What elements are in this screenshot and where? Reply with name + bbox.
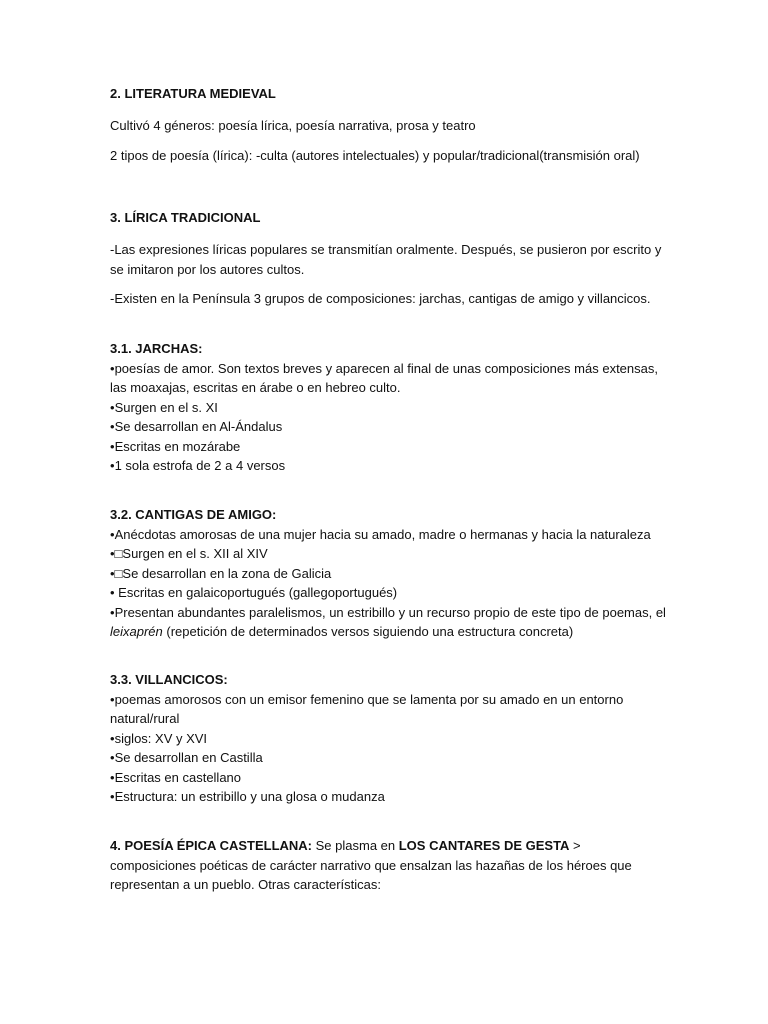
list-item: • poemas amorosos con un emisor femenino que se lamenta por su amado en un entorno natural/rural	[110, 690, 670, 729]
list-item: • 1 sola estrofa de 2 a 4 versos	[110, 456, 670, 476]
list-item: • Anécdotas amorosas de una mujer hacia su amado, madre o hermanas y hacia la naturaleza	[110, 525, 670, 545]
leixapren-text-post: (repetición de determinados versos siguiendo una estructura concreta)	[162, 624, 574, 639]
list-item: • Escritas en mozárabe	[110, 437, 670, 457]
epica-text-1: Se plasma en	[312, 838, 399, 853]
paragraph-generos: Cultivó 4 géneros: poesía lírica, poesía narrativa, prosa y teatro	[110, 118, 476, 133]
paragraph-poesia-epica	[110, 836, 670, 895]
leixapren-text-pre: Presentan abundantes paralelismos, un estribillo y un recurso propio de este tipo de poemas, el	[114, 604, 666, 620]
heading-lirica-tradicional: 3. LÍRICA TRADICIONAL	[110, 210, 261, 225]
list-item-leixapren	[110, 603, 670, 642]
paragraph-grupos-composiciones: -Existen en la Península 3 grupos de composiciones: jarchas, cantigas de amigo y villancicos.	[110, 291, 651, 306]
list-item: • siglos: XV y XVI	[110, 729, 670, 749]
heading-cantigas-de-amigo: 3.2. CANTIGAS DE AMIGO:	[110, 507, 277, 522]
list-item: • Se desarrollan en Al-Ándalus	[110, 417, 670, 437]
list-item: • Escritas en galaicoportugués (gallegoportugués)	[110, 583, 670, 603]
paragraph-expresiones-liricas: -Las expresiones líricas populares se transmitían oralmente. Después, se pusieron por escrito y se imitaron por los autores cultos.	[110, 242, 662, 277]
heading-villancicos: 3.3. VILLANCICOS:	[110, 672, 228, 687]
heading-jarchas: 3.1. JARCHAS:	[110, 341, 203, 356]
list-item: •□ Surgen en el s. XII al XIV	[110, 544, 670, 564]
list-item: • Escritas en castellano	[110, 768, 670, 788]
section-cantigas-de-amigo	[110, 505, 670, 642]
list-item: • poesías de amor. Son textos breves y aparecen al final de unas composiciones más extensas, las moaxajas, escritas en árabe o en hebreo culto.	[110, 359, 670, 398]
list-item: •□ Se desarrollan en la zona de Galicia	[110, 564, 670, 584]
section-jarchas	[110, 339, 670, 476]
epica-text-2: > composiciones poéticas de carácter narrativo que ensalzan las hazañas de los héroes que representan a un pueblo. Otras características:	[110, 838, 632, 892]
paragraph-tipos-poesia: 2 tipos de poesía (lírica): -culta (autores intelectuales) y popular/tradicional(transmisión oral)	[110, 148, 640, 163]
section-villancicos	[110, 670, 670, 807]
cantares-de-gesta: LOS CANTARES DE GESTA	[398, 838, 570, 853]
list-item: • Surgen en el s. XI	[110, 398, 670, 418]
list-item: • Estructura: un estribillo y una glosa o mudanza	[110, 787, 670, 807]
leixapren-term: leixaprén	[110, 624, 163, 639]
heading-literatura-medieval: 2. LITERATURA MEDIEVAL	[110, 86, 276, 101]
list-item: • Se desarrollan en Castilla	[110, 748, 670, 768]
heading-poesia-epica: 4. POESÍA ÉPICA CASTELLANA:	[110, 838, 313, 853]
